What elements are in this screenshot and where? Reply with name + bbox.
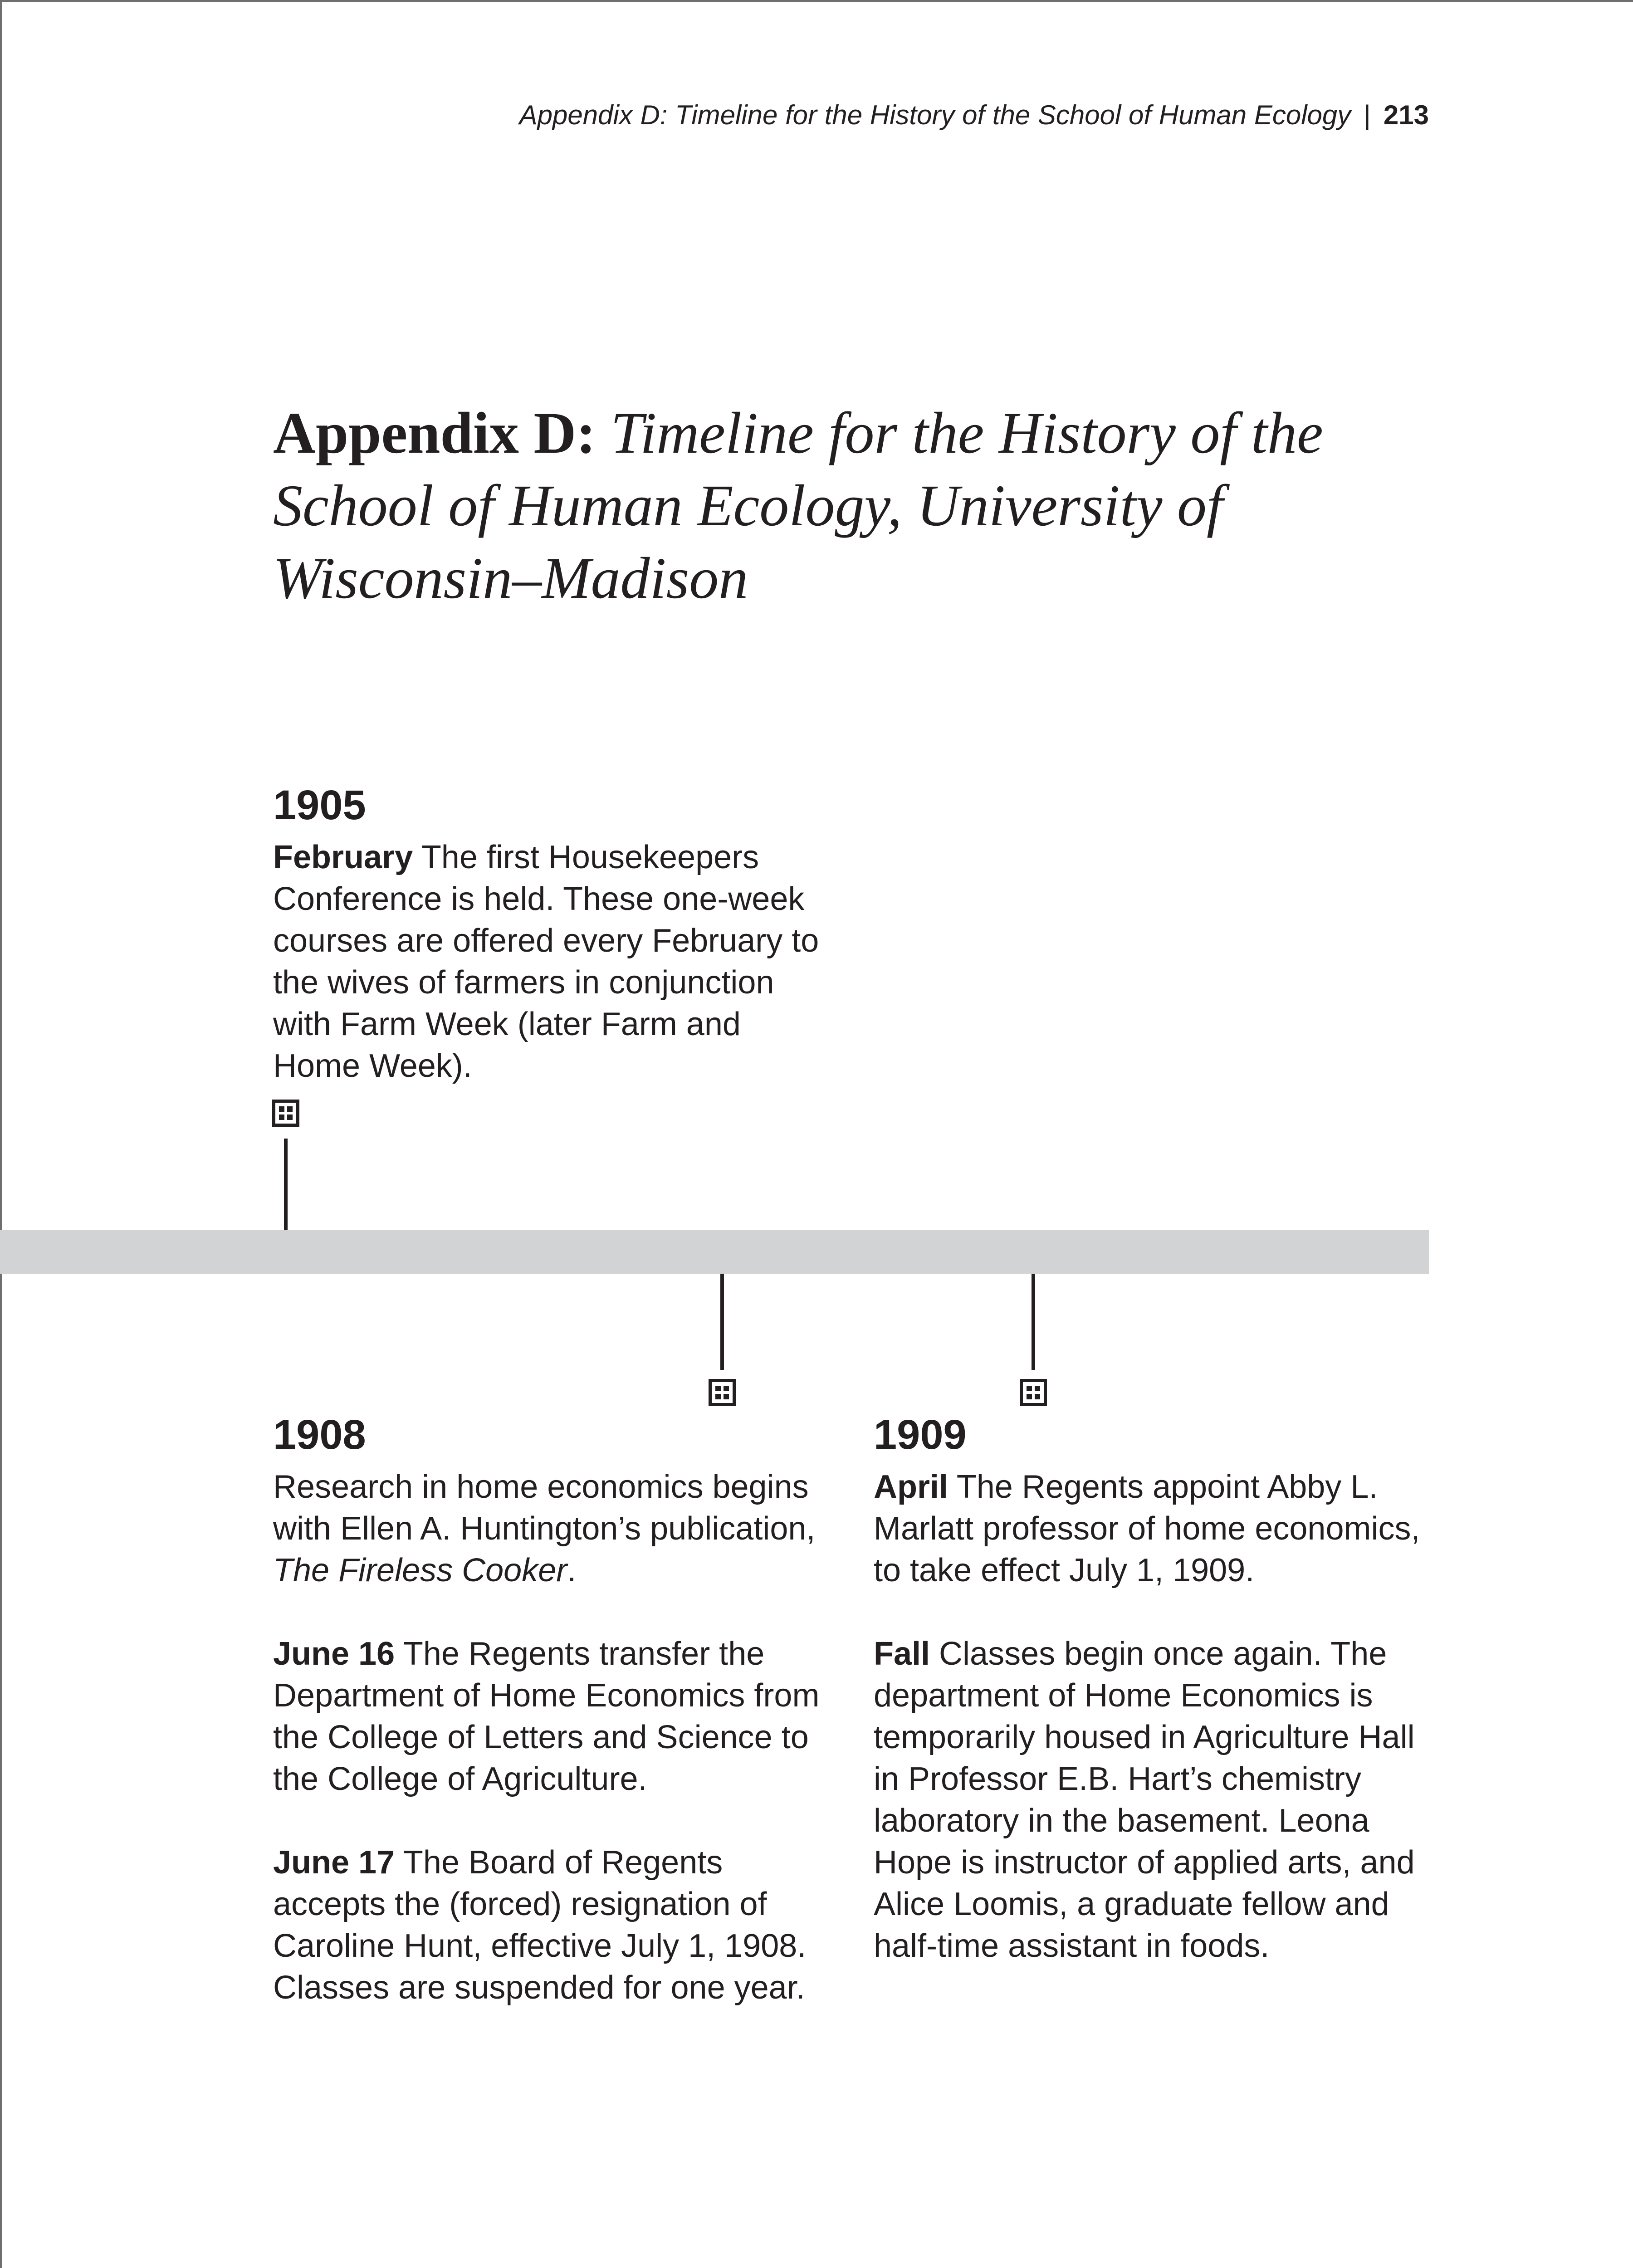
entry-item: [273, 1633, 836, 1800]
entry-item: [874, 1633, 1436, 1967]
publication-title: The Fireless Cooker: [273, 1552, 567, 1589]
page-title-line3: Wisconsin–Madison: [273, 546, 748, 611]
entry-intro-text: Research in home economics begins with Ellen A. Huntington’s publication,: [273, 1469, 816, 1547]
timeline-marker-1909-icon: [1020, 1379, 1047, 1406]
running-head: [519, 97, 1429, 133]
entry-item-label: April: [874, 1469, 949, 1505]
page-title-line2: School of Human Ecology, University of: [273, 473, 1223, 538]
timeline-entry-1908: [273, 1410, 836, 2050]
entry-item-label: February: [273, 839, 413, 875]
timeline-bar: [0, 1230, 1429, 1274]
page-number: 213: [1383, 100, 1429, 130]
entry-item-text: The Regents appoint Abby L. Marlatt professor of home economics, to take effect July 1, 1909.: [874, 1469, 1420, 1589]
page-title: [273, 397, 1452, 615]
entry-item: [874, 1466, 1436, 1591]
entry-item-label: Fall: [874, 1636, 930, 1672]
entry-year: 1905: [273, 782, 366, 828]
entry-item-text: The Board of Regents accepts the (forced) resignation of Caroline Hunt, effective July 1, 1908. Classes are suspended for one year.: [273, 1844, 807, 2006]
entry-intro-end: .: [567, 1552, 577, 1589]
entry-year: 1908: [273, 1412, 366, 1458]
page-title-label: Appendix D:: [273, 401, 596, 466]
entry-item-text: The first Housekeepers Conference is held. These one-week courses are offered every February to the wives of farmers in conjunction with Farm Week (later Farm and Home Week).: [273, 839, 819, 1084]
entry-item-label: June 17: [273, 1844, 395, 1881]
timeline-stem-1909: [1032, 1274, 1035, 1370]
entry-intro: [273, 1466, 836, 1591]
timeline-entry-1909: [874, 1410, 1436, 2009]
entry-item-text: The Regents transfer the Department of Home Economics from the College of Letters and Science to the College of Agriculture.: [273, 1636, 820, 1797]
running-head-title: Appendix D: Timeline for the History of the School of Human Ecology: [519, 100, 1351, 130]
entry-item: [273, 1842, 836, 2009]
running-head-separator: |: [1364, 100, 1371, 130]
entry-year: 1909: [874, 1412, 967, 1458]
timeline-stem-1908: [720, 1274, 724, 1370]
timeline-entry-1905: [273, 780, 836, 1129]
entry-item-label: June 16: [273, 1636, 395, 1672]
timeline-marker-1908-icon: [709, 1379, 736, 1406]
entry-item: [273, 836, 836, 1087]
timeline-marker-1905-icon: [272, 1100, 299, 1127]
timeline-stem-1905: [284, 1139, 288, 1230]
page-title-line1: Timeline for the History of the: [611, 401, 1323, 466]
entry-item-text: Classes begin once again. The department of Home Economics is temporarily housed in Agriculture Hall in Professor E.B. Hart’s chemistry laboratory in the basement. Leona Hope is instructor of applied arts, and Alice Loomis, a graduate fellow and half-time assistant in foods.: [874, 1636, 1415, 1964]
